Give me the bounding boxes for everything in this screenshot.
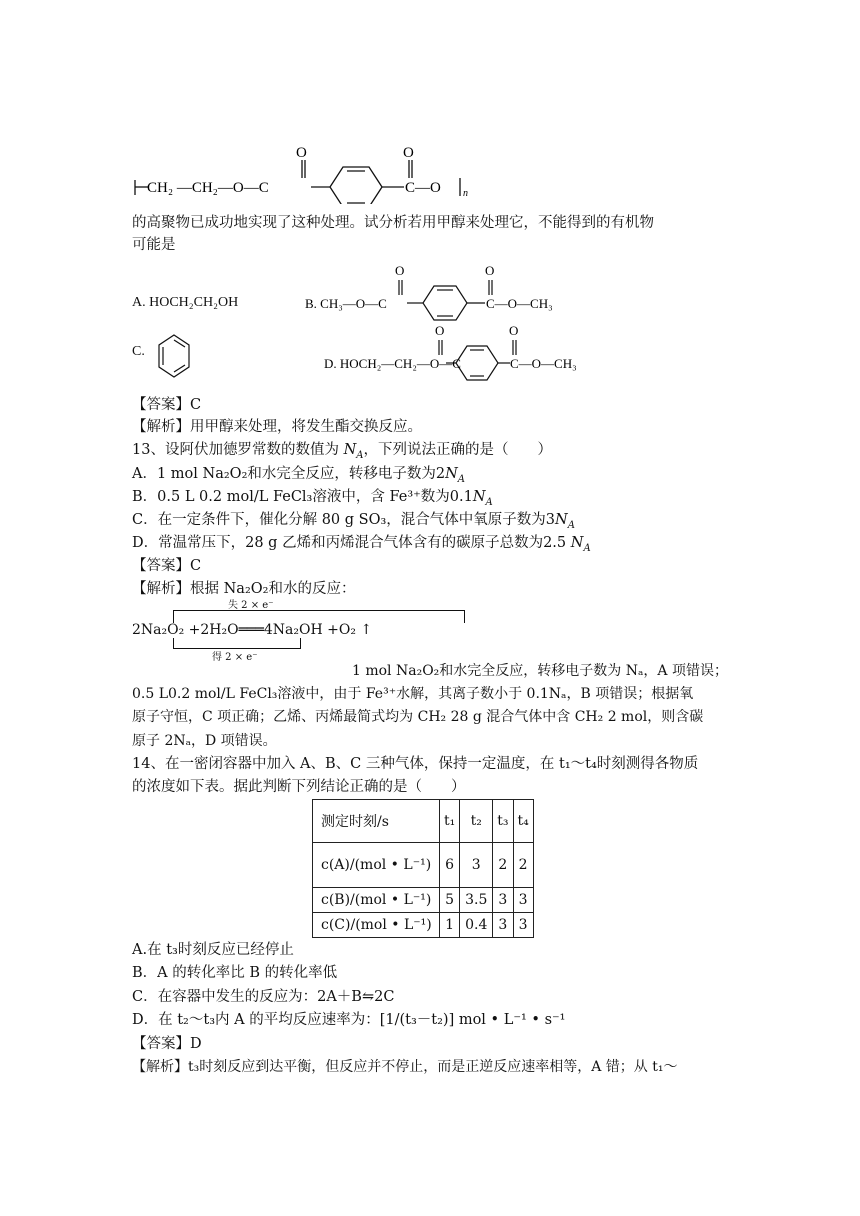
option-c: C. (132, 344, 145, 359)
table-cell: 3 (513, 888, 533, 913)
table-cell: 6 (440, 843, 460, 888)
q13-option-a: A．1 mol Na₂O₂和水完全反应，转移电子数为$2N_A$ (132, 466, 466, 485)
table-cell: 5 (440, 888, 460, 913)
table-row (313, 913, 534, 938)
table-header-cell: t₃ (493, 800, 513, 843)
svg-text:O: O (485, 263, 495, 278)
table-cell: 3 (460, 843, 493, 888)
q13-analysis-1: 【解析】根据 Na₂O₂和水的反应： (132, 581, 356, 597)
table-header-cell: t₂ (460, 800, 493, 843)
q14-analysis: 【解析】t₃时刻反应到达平衡，但反应并不停止，而是正逆反应速率相等，A 错；从 t₁～ (132, 1059, 678, 1075)
table-cell: 3 (513, 913, 533, 938)
table-cell: 0.4 (460, 913, 493, 938)
q12-answer: 【答案】C (132, 397, 202, 413)
q13-option-d: D．常温常压下，28 g 乙烯和丙烯混合气体含有的碳原子总数为2.5 $N_A$ (132, 535, 591, 554)
svg-text:C—O—CH₃: C—O—CH₃ (510, 356, 577, 371)
q13-option-b: B．0.5 L 0.2 mol/L FeCl₃溶液中，含 Fe³⁺数为$0.1N_A$ (132, 489, 493, 508)
q13-analysis-5: 原子 2Nₐ，D 项错误。 (132, 733, 277, 749)
table-cell: 3 (493, 888, 513, 913)
table-cell: 2 (493, 843, 513, 888)
q14-option-a: A.在 t₃时刻反应已经停止 (132, 942, 294, 958)
table-header-cell: t₄ (513, 800, 533, 843)
table-cell: c(B)/(mol • L⁻¹) (313, 888, 440, 913)
svg-text:O: O (509, 323, 519, 338)
table-header-row (313, 800, 534, 843)
q14-stem-1: 14、在一密闭容器中加入 A、B、C 三种气体，保持一定温度，在 t₁～t₄时刻测得各物质 (132, 756, 699, 772)
svg-text:O: O (395, 263, 405, 278)
table-row (313, 843, 534, 888)
table-header-cell: t₁ (440, 800, 460, 843)
q13-stem: 13、设阿伏加德罗常数的数值为 $N_A$，下列说法正确的是（ ） (132, 442, 552, 461)
benzene-icon (156, 332, 192, 380)
eq-gain-label: 得 2 × e⁻ (212, 652, 258, 663)
q13-answer: 【答案】C (132, 558, 202, 574)
table-row (313, 888, 534, 913)
q13-analysis-3: 0.5 L0.2 mol/L FeCl₃溶液中，由于 Fe³⁺水解，其离子数小于 0.1Nₐ，B 项错误；根据氧 (132, 686, 694, 702)
svg-text:O: O (403, 145, 414, 161)
svg-text:CH₂ —CH₂—O—C: CH₂ —CH₂—O—C (147, 180, 269, 196)
q14-answer: 【答案】D (132, 1036, 202, 1052)
q14-option-d: D．在 t₂～t₃内 A 的平均反应速率为：[1/(t₃－t₂)] mol • L⁻¹ • s⁻¹ (132, 1012, 566, 1028)
q14-stem-2: 的浓度如下表。据此判断下列结论正确的是（ ） (132, 779, 466, 795)
polymer-text-2: 可能是 (132, 237, 176, 253)
svg-text:C—O: C—O (405, 180, 441, 196)
svg-text:C—O—CH₃: C—O—CH₃ (486, 296, 553, 311)
table-cell: c(A)/(mol • L⁻¹) (313, 843, 440, 888)
svg-text:O: O (296, 145, 307, 161)
table-cell: 2 (513, 843, 533, 888)
table-header-cell: 测定时刻/s (313, 800, 440, 843)
q12-analysis: 【解析】用甲醇来处理，将发生酯交换反应。 (132, 419, 422, 435)
polymer-structure (125, 140, 485, 204)
electron-transfer-equation (132, 596, 373, 663)
polymer-text: 的高聚物已成功地实现了这种处理。试分析若用甲醇来处理它，不能得到的有机物 (132, 215, 654, 231)
table-cell: 3 (493, 913, 513, 938)
q14-option-b: B．A 的转化率比 B 的转化率低 (132, 965, 338, 981)
svg-text:O: O (435, 323, 445, 338)
svg-text:B. CH₃—O—C: B. CH₃—O—C (305, 296, 387, 311)
table-cell: 1 (440, 913, 460, 938)
table-cell: 3.5 (460, 888, 493, 913)
eq-main: 2Na₂O₂ +2H₂O═══4Na₂OH +O₂ ↑ (132, 622, 373, 638)
svg-text:n: n (463, 188, 468, 199)
concentration-table (312, 799, 534, 938)
eq-lost-label: 失 2 × e⁻ (228, 600, 274, 611)
option-b-structure (303, 262, 583, 322)
option-d-structure (324, 322, 604, 386)
svg-text:D. HOCH₂—CH₂—O—C: D. HOCH₂—CH₂—O—C (324, 356, 461, 371)
table-cell: c(C)/(mol • L⁻¹) (313, 913, 440, 938)
q13-option-c: C．在一定条件下，催化分解 80 g SO₃，混合气体中氧原子数为$3N_A$ (132, 512, 575, 531)
q13-analysis-2: 1 mol Na₂O₂和水完全反应，转移电子数为 Nₐ，A 项错误； (352, 663, 728, 679)
q14-option-c: C．在容器中发生的反应为：2A＋B⇋2C (132, 989, 395, 1005)
option-a: A. HOCH₂CH₂OH (132, 295, 239, 310)
q13-analysis-4: 原子守恒，C 项正确；乙烯、丙烯最简式均为 CH₂ 28 g 混合气体中含 CH₂ 2 mol，则含碳 (132, 709, 704, 725)
